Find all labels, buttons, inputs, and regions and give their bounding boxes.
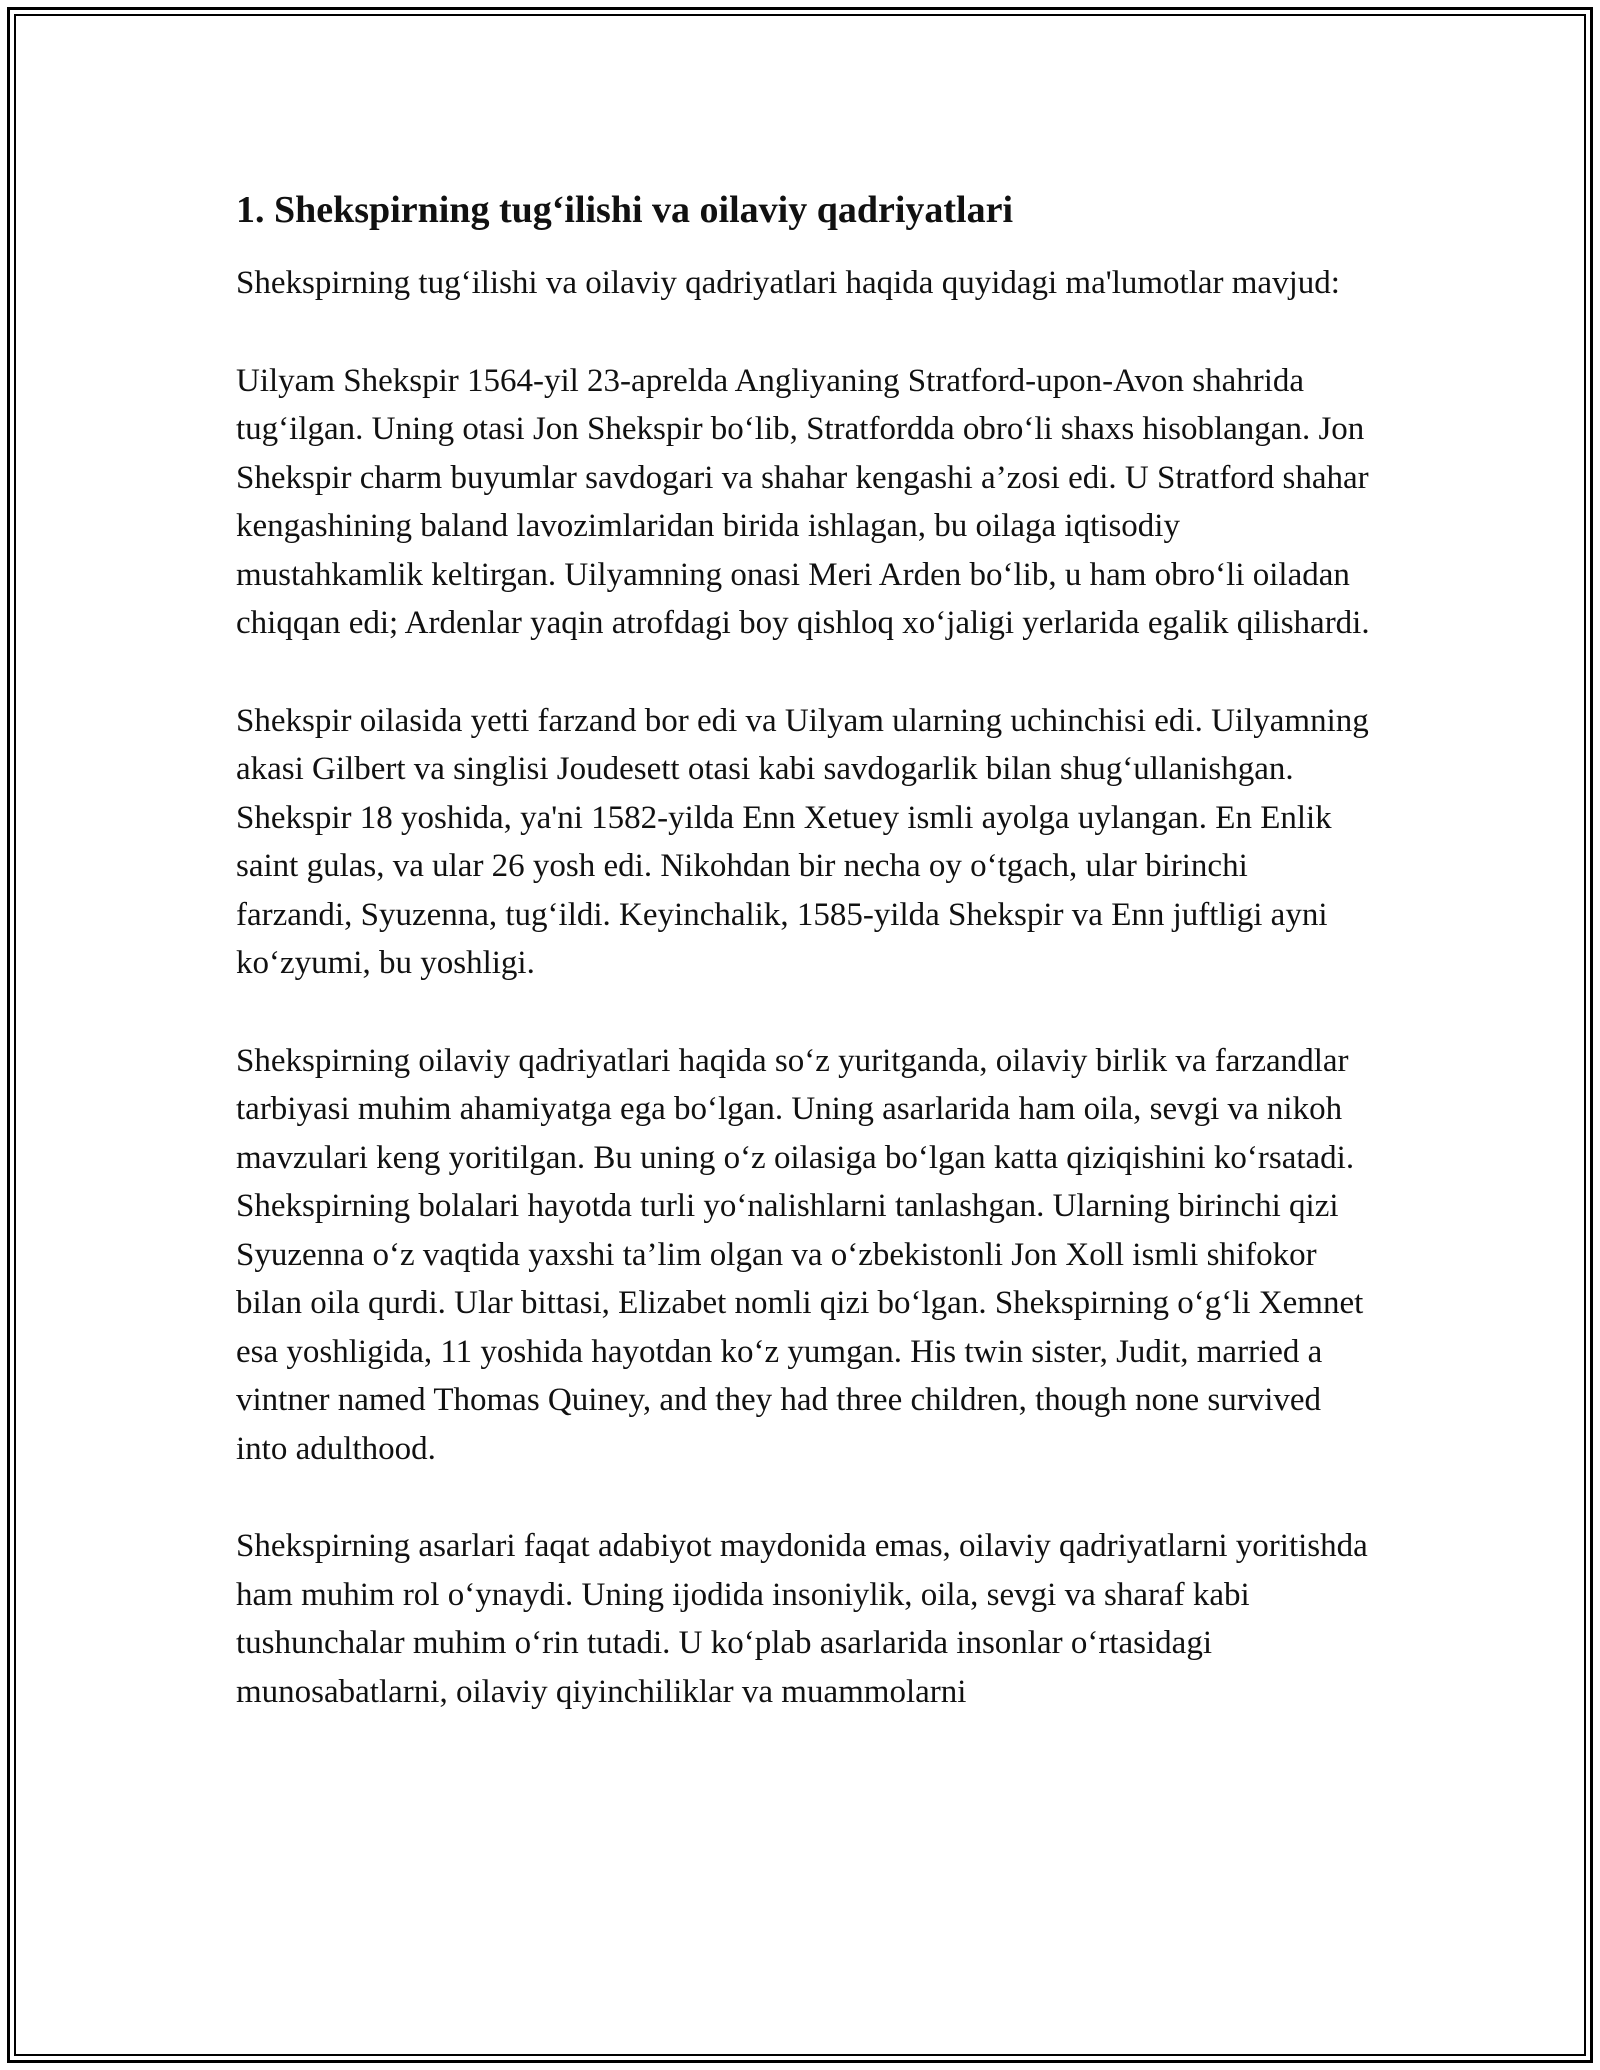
family-paragraph: Shekspir oilasida yetti farzand bor edi va Uilyam ularning uchinchisi edi. Uilyamning akasi Gilbert va singlisi Joudesett otasi kabi savdogarlik bilan shug‘ullanishgan. Shekspir 18 yoshida, ya'ni 1582-yilda Enn Xetuey ismli ayolga uylangan. En Enlik saint gulas, va ular 26 yosh edi. Nikohdan bir necha oy o‘tgach, ular birinchi farzandi, Syuzenna, tug‘ildi. Keyinchalik, 1585-yilda Shekspir va Enn juftligi ayni ko‘zyumi, bu yoshligi. <box>236 702 1369 982</box>
section-heading: 1. Shekspirning tug‘ilishi va oilaviy qadriyatlari <box>236 189 1014 231</box>
values-paragraph: Shekspirning oilaviy qadriyatlari haqida so‘z yuritganda, oilaviy birlik va farzandlar tarbiyasi muhim ahamiyatga ega bo‘lgan. Uning asarlarida ham oila, sevgi va nikoh mavzulari keng yoritilgan. Bu uning o‘z oilasiga bo‘lgan katta qiziqishini ko‘rsatadi. Shekspirning bolalari hayotda turli yo‘nalishlarni tanlashgan. Ularning birinchi qizi Syuzenna o‘z vaqtida yaxshi ta’lim olgan va o‘zbekistonli Jon Xoll ismli shifokor bilan oila qurdi. Ular bittasi, Elizabet nomli qizi bo‘lgan. Shekspirning o‘g‘li Xemnet esa yoshligida, 11 yoshida hayotdan ko‘z yumgan. His twin sister, Judit, married a vintner named Thomas Quiney, and they had three children, though none survived into adulthood. <box>236 1042 1364 1467</box>
birth-paragraph: Uilyam Shekspir 1564-yil 23-aprelda Angliyaning Stratford-upon-Avon shahrida tug‘ilgan. Uning otasi Jon Shekspir bo‘lib, Stratfordda obro‘li shaxs hisoblangan. Jon Shekspir charm buyumlar savdogari va shahar kengashi a’zosi edi. U Stratford shahar kengashining baland lavozimlaridan birida ishlagan, bu oilaga iqtisodiy mustahkamlik keltirgan. Uilyamning onasi Meri Arden bo‘lib, u ham obro‘li oiladan chiqqan edi; Ardenlar yaqin atrofdagi boy qishloq xo‘jaligi yerlarida egalik qilishardi. <box>236 362 1370 642</box>
works-paragraph: Shekspirning asarlari faqat adabiyot maydonida emas, oilaviy qadriyatlarni yoritishda ham muhim rol o‘ynaydi. Uning ijodida insoniylik, oila, sevgi va sharaf kabi tushunchalar muhim o‘rin tutadi. U ko‘plab asarlarida insonlar o‘rtasidagi munosabatlarni, oilaviy qiyinchiliklar va muammolarni <box>236 1528 1368 1710</box>
intro-paragraph: Shekspirning tug‘ilishi va oilaviy qadriyatlari haqida quyidagi ma'lumotlar mavjud: <box>236 265 1340 302</box>
document-body <box>236 186 1371 1765</box>
